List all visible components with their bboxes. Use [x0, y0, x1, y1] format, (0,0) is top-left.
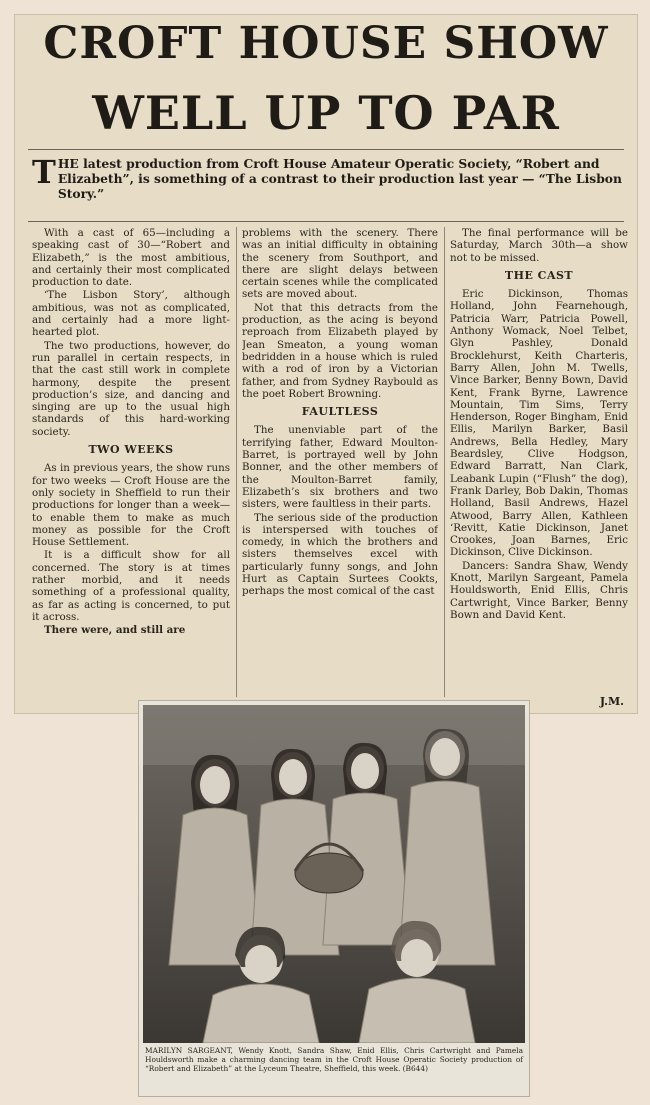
subheading: FAULTLESS — [301, 405, 379, 419]
paragraph: The final performance will be Saturday, March 30th—a show not to be missed. — [450, 227, 628, 264]
paragraph: ‘The Lisbon Story’, although ambitious, was not as complicated, and certainly had a more light-hearted plot. — [32, 289, 230, 339]
divider — [28, 221, 624, 222]
paragraph: The serious side of the production is interspersed with touches of comedy, in which the brothers and sisters themselves excel with particularly funny songs, and John Hurt as Captain Surtees Cookts, perhaps the most comical of the cast — [242, 511, 438, 598]
paragraph: It is a difficult show for all concerned. The story is at times rather morbid, and it needs something of a professional quality, as far as acting is concerned, to put it across. — [32, 549, 230, 623]
subheading: THE CAST — [504, 268, 574, 282]
paragraph: problems with the scenery. There was an initial difficulty in obtaining the scenery from Southport, and there are slight delays between certain scenes while the complicated sets are moved about. — [242, 227, 438, 301]
column-2 — [242, 227, 438, 705]
paragraph: The two productions, however, do run parallel in certain respects, in that the cast still work in complete harmony, despite the present production’s size, and dancing and singing are up to the usual high standards of this hard-working society. — [32, 339, 230, 438]
paragraph: The unenviable part of the terrifying father, Edward Moulton-Barret, is portrayed well by John Bonner, and the other members of the Moulton-Barret family, Elizabeth’s six brothers and two sisters, were faultless in their parts. — [242, 424, 438, 511]
column-1 — [32, 227, 230, 705]
newspaper-clipping — [14, 14, 638, 714]
paragraph: There were, and still are — [44, 624, 186, 637]
paragraph: With a cast of 65—including a speaking cast of 30—“Robert and Elizabeth,” is the most ambitious, and certainly their most complicated production to date. — [32, 227, 230, 289]
paragraph: Eric Dickinson, Thomas Holland, John Fearnehough, Patricia Warr, Patricia Powell, Anthony Womack, Noel Telbet, Glyn Pashley, Donald Brocklehurst, Keith Charteris, Barry Allen, John M. Twells, Vince Barker, Benny Bown, David Kent, Frank Byrne, Lawrence Mountain, Tim Sims, Terry Henderson, Roger Bingham, Enid Ellis, Marilyn Barker, Basil Andrews, Bella Hedley, Mary Beardsley, Clive Hodgson, Edward Barratt, Nan Clark, Leabank Lupin (“Flush” the dog), Frank Darley, Bob Dakin, Thomas Holland, Basil Andrews, Hazel Atwood, Barry Allen, Kathleen ‘Revitt, Katie Dickinson, Janet Crookes, Joan Barnes, Eric Dickinson, Clive Dickinson. — [450, 288, 628, 559]
paragraph: As in previous years, the show runs for two weeks — Croft House are the only society in Sheffield to run their productions for longer than a week—to enable them to make as much money as possible for the Croft House Settlement. — [32, 462, 230, 549]
subheading: TWO WEEKS — [88, 443, 174, 457]
photo-caption: MARILYN SARGEANT, Wendy Knott, Sandra Shaw, Enid Ellis, Chris Cartwright and Pamela Houldsworth make a charming dancing team in the Croft House Operatic Society production of “Robert and Elizabeth” at the Lyceum Theatre, Sheffield, this week. (B644) — [145, 1046, 523, 1073]
lead-paragraph — [32, 153, 622, 201]
group-photo — [143, 705, 525, 1043]
headline-line-1: CROFT HOUSE SHOW — [43, 18, 609, 69]
paragraph: Dancers: Sandra Shaw, Wendy Knott, Marilyn Sargeant, Pamela Houldsworth, Enid Ellis, Chris Cartwright, Vince Barker, Benny Bown and David Kent. — [450, 559, 628, 621]
column-separator — [444, 227, 445, 697]
column-separator — [236, 227, 237, 697]
divider — [28, 149, 624, 150]
headline-line-2: WELL UP TO PAR — [92, 86, 560, 140]
column-3 — [450, 227, 628, 705]
article-columns — [32, 227, 628, 705]
photo-clipping — [138, 700, 530, 1097]
author-signoff: J.M. — [599, 695, 624, 708]
drop-cap: T — [32, 153, 56, 191]
lead-text: HE latest production from Croft House Amateur Operatic Society, “Robert and Elizabeth”, is something of a contrast to their production last year — “The Lisbon Story.” — [57, 156, 622, 201]
paragraph: Not that this detracts from the production, as the acing is beyond reproach from Elizabeth played by Jean Smeaton, a young woman bedridden in a house which is ruled with a rod of iron by a Victorian father, and from Sydney Raybould as the poet Robert Browning. — [242, 301, 438, 400]
